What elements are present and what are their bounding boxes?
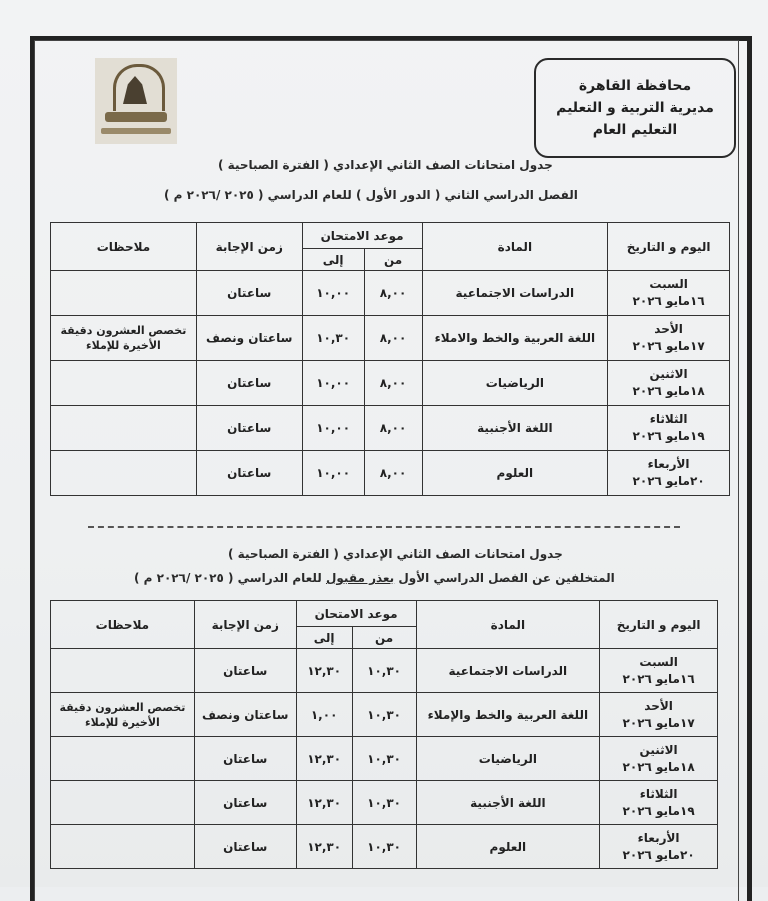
- exam-date: ١٧مايو ٢٠٢٦: [622, 715, 695, 730]
- notes-cell: [51, 649, 195, 693]
- table-row: [51, 737, 718, 781]
- logo-text-mark: [105, 112, 167, 122]
- org-line-directorate: مديرية التربية و التعليم: [556, 100, 714, 116]
- to-time-cell: ١٢,٣٠: [296, 825, 352, 869]
- header-day-date: اليوم و التاريخ: [608, 223, 730, 271]
- day-date-cell: [600, 737, 718, 781]
- notes-cell: [51, 271, 197, 316]
- day-name: الأحد: [654, 322, 683, 336]
- org-line-governorate: محافظة القاهرة: [578, 78, 692, 94]
- day-name: الأربعاء: [647, 457, 690, 471]
- subject-cell: الرياضيات: [422, 361, 608, 406]
- day-name: السبت: [649, 277, 688, 291]
- notes-cell: [51, 361, 197, 406]
- table2-title-line1: جدول امتحانات الصف الثاني الإعدادي ( الفترة الصباحية ): [228, 547, 563, 561]
- table-row: [51, 271, 730, 316]
- from-time-cell: ٨,٠٠: [364, 316, 422, 361]
- day-date-cell: [600, 649, 718, 693]
- org-line-general-education: التعليم العام: [592, 122, 678, 138]
- exam-date: ١٧مايو ٢٠٢٦: [632, 339, 705, 353]
- header-from: من: [352, 627, 416, 649]
- notes-cell: [51, 737, 195, 781]
- header-from: من: [364, 249, 422, 271]
- table2-title-excuse: بعذر مقبول: [325, 571, 395, 585]
- duration-cell: ساعتان: [194, 649, 296, 693]
- day-name: الأربعاء: [637, 830, 680, 845]
- from-time-cell: ٨,٠٠: [364, 406, 422, 451]
- duration-cell: ساعتان: [196, 451, 302, 496]
- exam-date: ١٦مايو ٢٠٢٦: [622, 671, 695, 686]
- header-to: إلى: [296, 627, 352, 649]
- table-row: [51, 316, 730, 361]
- day-date-cell: [608, 316, 730, 361]
- header-exam-time: موعد الامتحان: [302, 223, 422, 249]
- section-divider: [88, 526, 680, 528]
- subject-cell: العلوم: [416, 825, 600, 869]
- cairo-governorate-logo: [95, 58, 177, 144]
- directorate-header-box: [534, 58, 736, 158]
- table-row: [51, 406, 730, 451]
- exam-date: ١٨مايو ٢٠٢٦: [622, 759, 695, 774]
- subject-cell: اللغة العربية والخط والاملاء: [422, 316, 608, 361]
- day-name: الأحد: [644, 698, 673, 713]
- subject-cell: العلوم: [422, 451, 608, 496]
- exam-date: ١٩مايو ٢٠٢٦: [622, 803, 695, 818]
- from-time-cell: ١٠,٣٠: [352, 825, 416, 869]
- day-date-cell: [608, 271, 730, 316]
- to-time-cell: ١,٠٠: [296, 693, 352, 737]
- table1-title-line1: جدول امتحانات الصف الثاني الإعدادي ( الفترة الصباحية ): [218, 158, 553, 172]
- subject-cell: اللغة العربية والخط والإملاء: [416, 693, 600, 737]
- logo-subtext-mark: [101, 128, 171, 134]
- header-notes: ملاحظات: [51, 601, 195, 649]
- day-date-cell: [600, 781, 718, 825]
- table-row: [51, 693, 718, 737]
- table-row: [51, 825, 718, 869]
- from-time-cell: ١٠,٣٠: [352, 693, 416, 737]
- from-time-cell: ١٠,٣٠: [352, 737, 416, 781]
- duration-cell: ساعتان ونصف: [196, 316, 302, 361]
- day-name: السبت: [639, 654, 678, 669]
- duration-cell: ساعتان: [196, 361, 302, 406]
- notes-cell: تخصص العشرون دقيقة الأخيرة للإملاء: [51, 693, 195, 737]
- table1-title-line2: الفصل الدراسي الثاني ( الدور الأول ) للعام الدراسي ( ٢٠٢٥ /٢٠٢٦ م ): [164, 188, 578, 202]
- to-time-cell: ١٢,٣٠: [296, 737, 352, 781]
- header-subject: المادة: [416, 601, 600, 649]
- header-to: إلى: [302, 249, 364, 271]
- to-time-cell: ١٢,٣٠: [296, 781, 352, 825]
- subject-cell: الرياضيات: [416, 737, 600, 781]
- notes-cell: [51, 781, 195, 825]
- header-duration: زمن الإجابة: [194, 601, 296, 649]
- to-time-cell: ١٠,٠٠: [302, 361, 364, 406]
- day-name: الاثنين: [649, 367, 688, 381]
- table-row: [51, 781, 718, 825]
- from-time-cell: ٨,٠٠: [364, 271, 422, 316]
- subject-cell: اللغة الأجنبية: [422, 406, 608, 451]
- table2-title-prefix: المتخلفين عن الفصل الدراسي الأول: [394, 571, 615, 585]
- from-time-cell: ٨,٠٠: [364, 361, 422, 406]
- notes-cell: تخصص العشرون دقيقة الأخيرة للإملاء: [51, 316, 197, 361]
- day-date-cell: [608, 451, 730, 496]
- exam-date: ١٦مايو ٢٠٢٦: [632, 294, 705, 308]
- exam-date: ١٩مايو ٢٠٢٦: [632, 429, 705, 443]
- exam-date: ٢٠مايو ٢٠٢٦: [632, 474, 705, 488]
- duration-cell: ساعتان: [194, 737, 296, 781]
- subject-cell: اللغة الأجنبية: [416, 781, 600, 825]
- duration-cell: ساعتان ونصف: [194, 693, 296, 737]
- exam-date: ٢٠مايو ٢٠٢٦: [622, 847, 695, 862]
- exam-schedule-table-makeup: [50, 600, 718, 869]
- from-time-cell: ١٠,٣٠: [352, 781, 416, 825]
- to-time-cell: ١٠,٣٠: [302, 316, 364, 361]
- duration-cell: ساعتان: [196, 406, 302, 451]
- subject-cell: الدراسات الاجتماعية: [422, 271, 608, 316]
- duration-cell: ساعتان: [194, 825, 296, 869]
- table2-title-line2: [134, 571, 615, 585]
- to-time-cell: ١٠,٠٠: [302, 271, 364, 316]
- duration-cell: ساعتان: [194, 781, 296, 825]
- notes-cell: [51, 406, 197, 451]
- header-duration: زمن الإجابة: [196, 223, 302, 271]
- day-date-cell: [600, 693, 718, 737]
- table-row: [51, 361, 730, 406]
- day-name: الثلاثاء: [639, 786, 678, 801]
- to-time-cell: ١٠,٠٠: [302, 406, 364, 451]
- to-time-cell: ١٢,٣٠: [296, 649, 352, 693]
- table-row: [51, 649, 718, 693]
- duration-cell: ساعتان: [196, 271, 302, 316]
- to-time-cell: ١٠,٠٠: [302, 451, 364, 496]
- subject-cell: الدراسات الاجتماعية: [416, 649, 600, 693]
- from-time-cell: ٨,٠٠: [364, 451, 422, 496]
- exam-date: ١٨مايو ٢٠٢٦: [632, 384, 705, 398]
- table-row: [51, 451, 730, 496]
- day-date-cell: [608, 361, 730, 406]
- header-day-date: اليوم و التاريخ: [600, 601, 718, 649]
- notes-cell: [51, 825, 195, 869]
- day-name: الثلاثاء: [649, 412, 688, 426]
- header-notes: ملاحظات: [51, 223, 197, 271]
- header-exam-time: موعد الامتحان: [296, 601, 416, 627]
- day-date-cell: [600, 825, 718, 869]
- exam-schedule-table-main: [50, 222, 730, 496]
- day-name: الاثنين: [639, 742, 678, 757]
- from-time-cell: ١٠,٣٠: [352, 649, 416, 693]
- header-subject: المادة: [422, 223, 608, 271]
- day-date-cell: [608, 406, 730, 451]
- table2-title-suffix: للعام الدراسي ( ٢٠٢٥ /٢٠٢٦ م ): [134, 571, 326, 585]
- notes-cell: [51, 451, 197, 496]
